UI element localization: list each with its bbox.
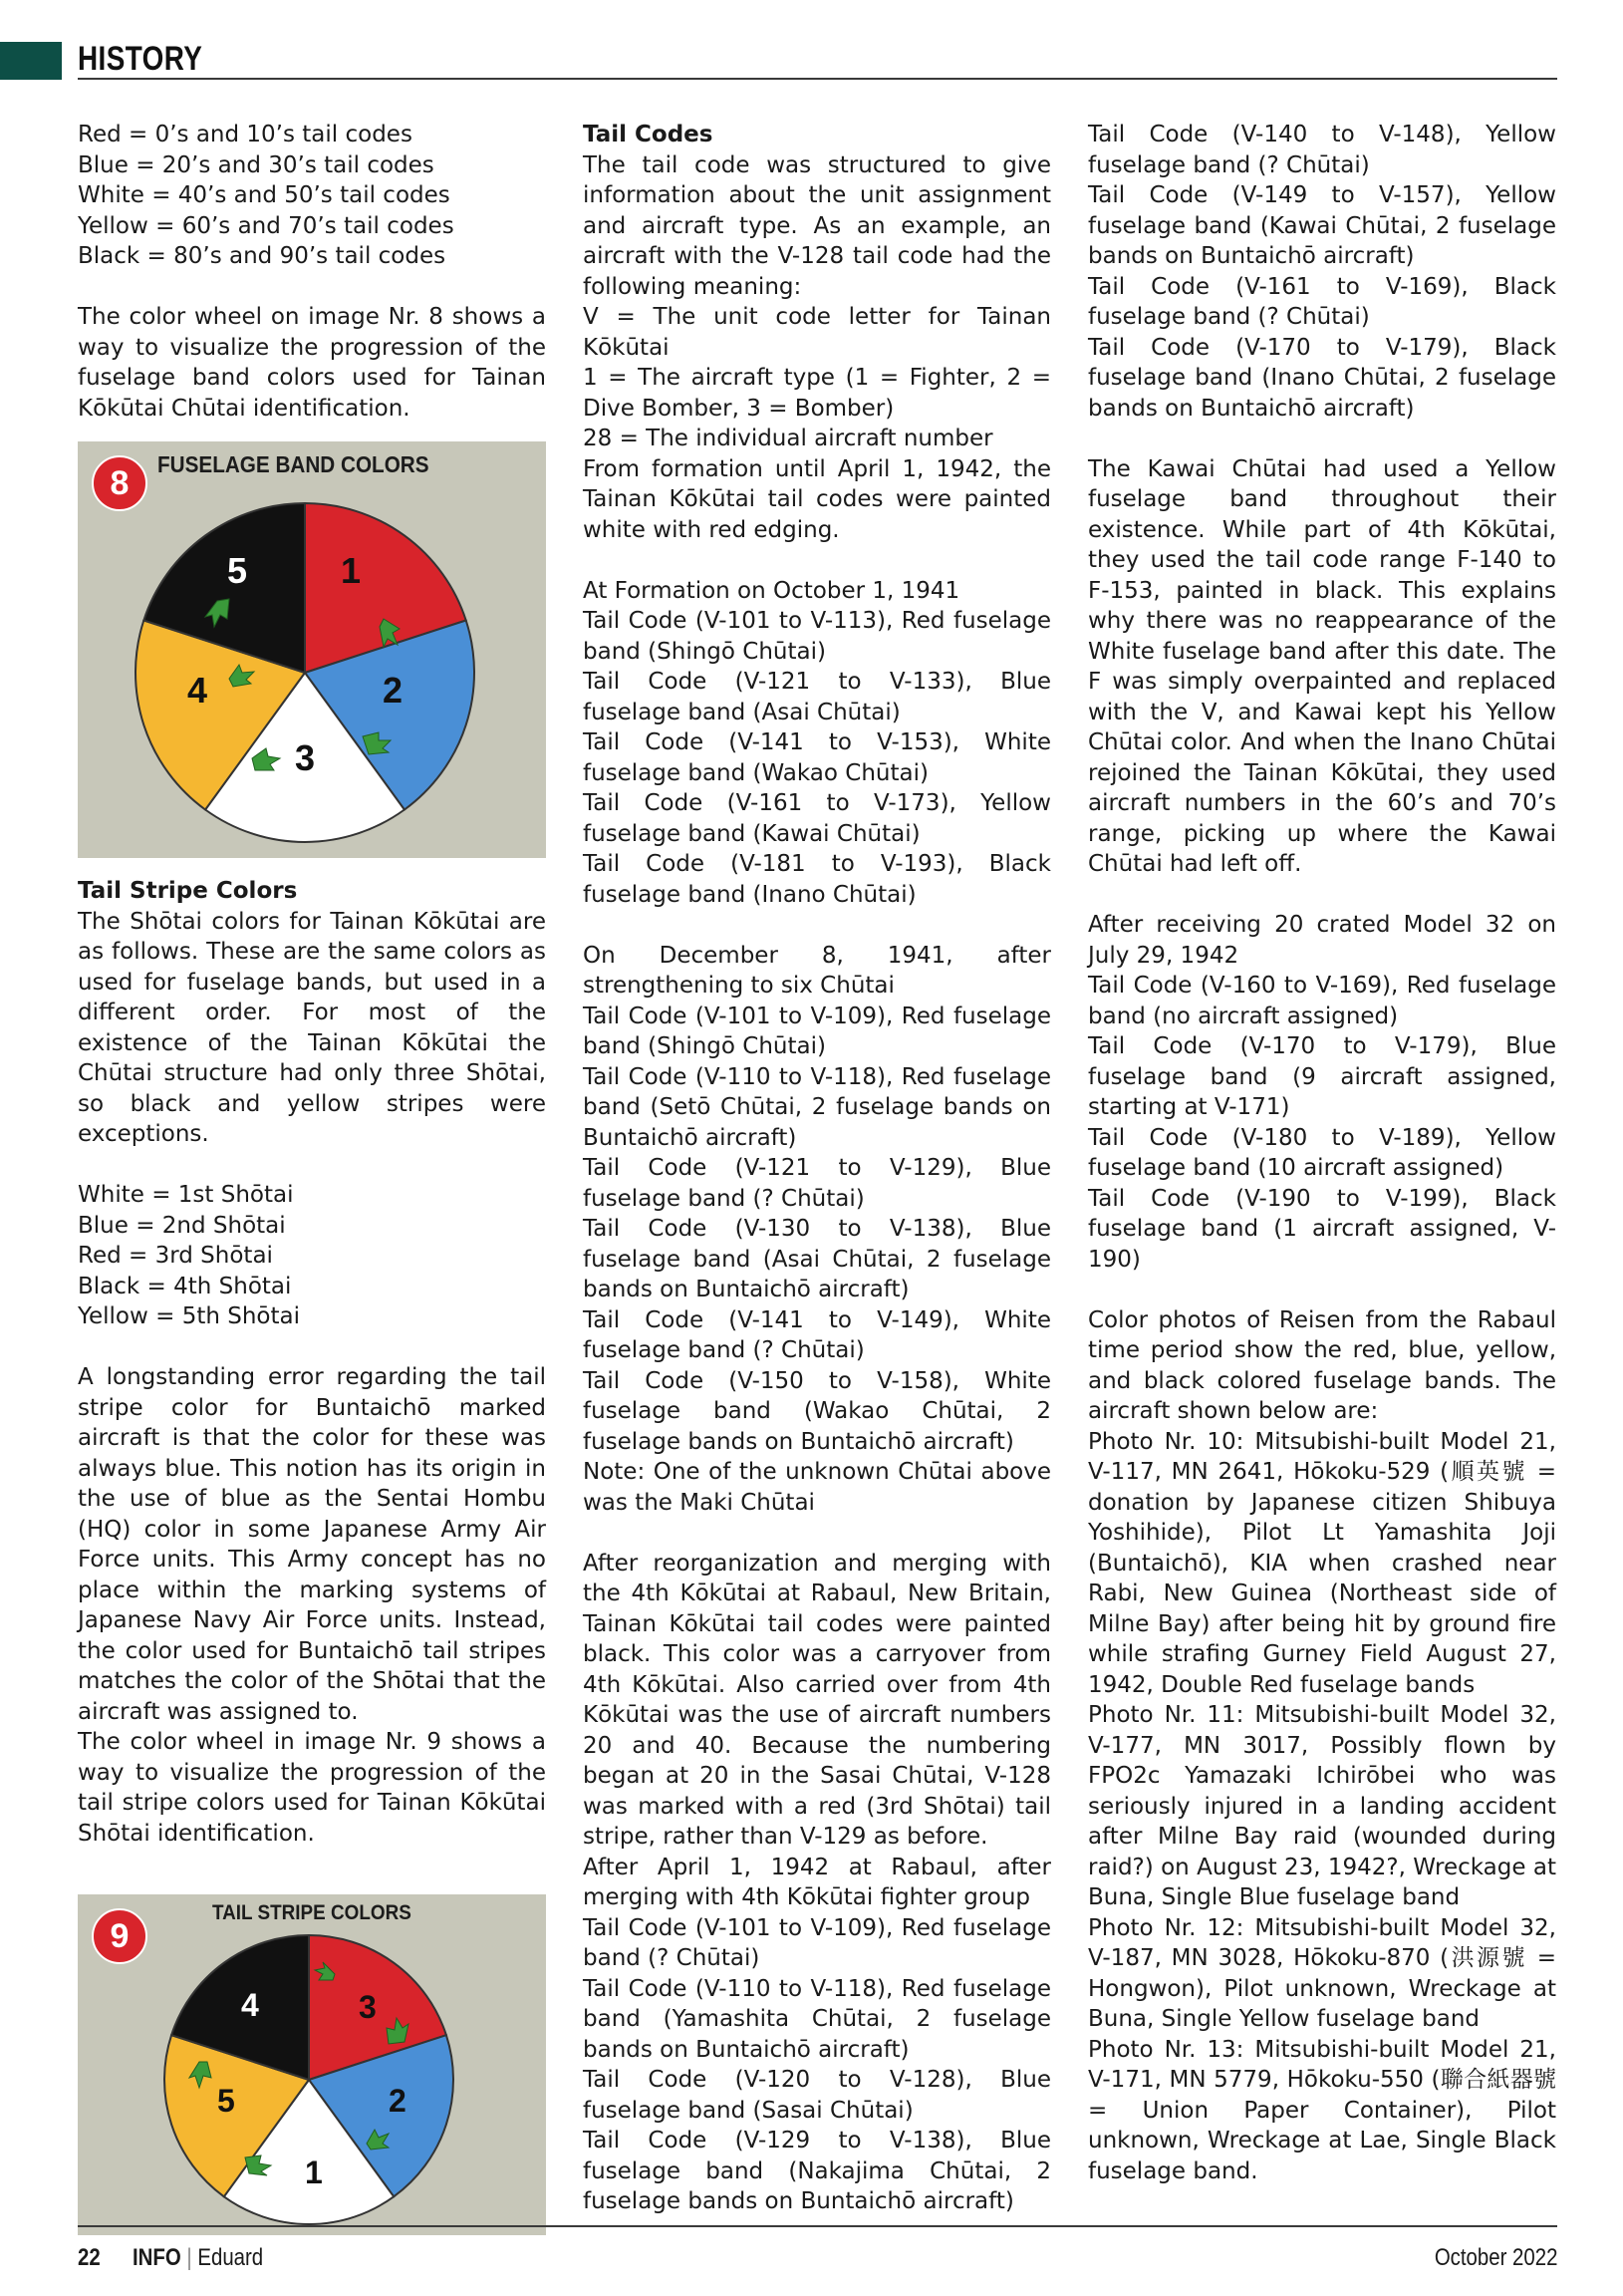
list-item: Tail Code (V-129 to V-138), Blue fuselage band (Nakajima Chūtai, 2 fuselage bands on Buntaichō aircraft)	[583, 2128, 1051, 2214]
figure-number-badge: 9	[92, 1908, 147, 1964]
photo-caption: Photo Nr. 13: Mitsubishi-built Model 21, V-171, MN 5779, Hōkoku-550 (聯合紙器號 = Union Paper Container), Pilot unknown, Wreckage at Lae, Single Black fuselage band.	[1088, 2036, 1556, 2184]
july-heading: After receiving 20 crated Model 32 on July 29, 1942	[1088, 912, 1556, 969]
list-item: Black = 4th Shōtai	[78, 1273, 292, 1299]
magazine-separator: |	[180, 2244, 198, 2271]
segment-label: 3	[295, 737, 316, 778]
segment-label: 5	[217, 2083, 235, 2119]
photo-caption: Photo Nr. 11: Mitsubishi-built Model 32, V-177, MN 3017, Possibly flown by FPO2c Yamazaki Ichirōbei who was seriously injured in a landing accident after Milne Bay raid (wounded during raid?) on August 23, 1942?, Wreckage at Buna, Single Blue fuselage band	[1088, 1702, 1556, 1910]
list-item: Tail Code (V-160 to V-169), Red fuselage band (no aircraft assigned)	[1088, 973, 1556, 1029]
magazine-name-bold: INFO	[133, 2244, 181, 2271]
list-item: Tail Code (V-130 to V-138), Blue fuselage band (Asai Chūtai, 2 fuselage bands on Buntaichō aircraft)	[583, 1216, 1051, 1302]
list-item: Tail Code (V-161 to V-173), Yellow fuselage band (Kawai Chūtai)	[583, 790, 1051, 847]
figure-title: TAIL STRIPE COLORS	[212, 1901, 411, 1924]
list-item: Tail Code (V-101 to V-109), Red fuselage band (Shingō Chūtai)	[583, 1003, 1051, 1059]
segment-label: 4	[241, 1987, 259, 2023]
list-item: Tail Code (V-140 to V-148), Yellow fuselage band (? Chūtai)	[1088, 122, 1556, 178]
color-wheel-diagram	[78, 441, 546, 858]
segment-label: 5	[227, 550, 248, 591]
figure-title: FUSELAGE BAND COLORS	[157, 451, 429, 477]
magazine-name	[133, 2244, 263, 2272]
code-line: V = The unit code letter for Tainan Kōkūtai	[583, 304, 1051, 361]
list-item: Tail Code (V-110 to V-118), Red fuselage band (Yamashita Chūtai, 2 fuselage bands on Buntaichō aircraft)	[583, 1975, 1051, 2063]
list-item: Tail Code (V-150 to V-158), White fuselage band (Wakao Chūtai, 2 fuselage bands on Buntaichō aircraft)	[583, 1367, 1051, 1455]
wheel9-intro-paragraph: The color wheel in image Nr. 9 shows a way to visualize the progression of the tail stripe colors used for Tainan Kōkūtai Shōtai identification.	[78, 1729, 546, 1847]
section-title: HISTORY	[78, 40, 203, 78]
column-2	[583, 120, 1051, 2217]
segment-label: 3	[359, 1989, 377, 2025]
formation-heading: At Formation on October 1, 1941	[583, 577, 960, 604]
december-heading: On December 8, 1941, after strengthening to six Chūtai	[583, 942, 1051, 999]
code-line: 1 = The aircraft type (1 = Fighter, 2 = Dive Bomber, 3 = Bomber)	[583, 365, 1051, 422]
photos-intro-paragraph: Color photos of Reisen from the Rabaul time period show the red, blue, yellow, and black colored fuselage bands. The aircraft shown below are:	[1088, 1306, 1556, 1424]
color-wheel-diagram	[78, 1894, 546, 2235]
segment-label: 2	[383, 670, 404, 711]
list-item: Tail Code (V-161 to V-169), Black fuselage band (? Chūtai)	[1088, 273, 1556, 330]
figure-number-badge: 8	[92, 455, 147, 511]
magazine-name-rest: Eduard	[197, 2244, 264, 2271]
list-item: Tail Code (V-141 to V-149), White fuselage band (? Chūtai)	[583, 1306, 1051, 1363]
list-item: Red = 3rd Shōtai	[78, 1243, 273, 1269]
list-item: White = 40’s and 50’s tail codes	[78, 182, 450, 208]
tail-stripe-heading: Tail Stripe Colors	[78, 878, 298, 904]
list-item: Tail Code (V-101 to V-113), Red fuselage band (Shingō Chūtai)	[583, 608, 1051, 665]
section-accent-bar	[0, 42, 62, 80]
tail-codes-paragraph: The tail code was structured to give information about the unit assignment and aircraft type. As an example, an aircraft with the V-128 tail code had the following meaning:	[583, 151, 1051, 300]
list-item: Tail Code (V-170 to V-179), Blue fuselage band (9 aircraft assigned, starting at V-171)	[1088, 1033, 1556, 1120]
list-item: Tail Code (V-180 to V-189), Yellow fuselage band (10 aircraft assigned)	[1088, 1124, 1556, 1181]
list-item: Tail Code (V-121 to V-133), Blue fuselage band (Asai Chūtai)	[583, 669, 1051, 725]
wheel-intro-paragraph: The color wheel on image Nr. 8 shows a way to visualize the progression of the fuselage band colors used for Tainan Kōkūtai Chūtai identification.	[78, 304, 546, 422]
band-colors-list	[78, 120, 546, 272]
list-item: Blue = 2nd Shōtai	[78, 1212, 286, 1239]
list-item: Tail Code (V-141 to V-153), White fuselage band (Wakao Chūtai)	[583, 729, 1051, 786]
segment-label: 2	[389, 2083, 406, 2119]
list-item: Black = 80’s and 90’s tail codes	[78, 243, 446, 269]
column-3	[1088, 120, 1556, 2186]
list-item: Tail Code (V-110 to V-118), Red fuselage band (Setō Chūtai, 2 fuselage bands on Buntaichō aircraft)	[583, 1063, 1051, 1151]
list-item: Tail Code (V-120 to V-128), Blue fuselage band (Sasai Chūtai)	[583, 2067, 1051, 2124]
page-number: 22	[78, 2244, 101, 2271]
april-heading: After April 1, 1942 at Rabaul, after merging with 4th Kōkūtai fighter group	[583, 1854, 1051, 1910]
tail-stripe-paragraph: The Shōtai colors for Tainan Kōkūtai are as follows. These are the same colors as used for fuselage bands, but used in a different order. For most of the existence of the Tainan Kōkūtai the Chūtai structure had only three Shōtai, so black and yellow stripes were exceptions.	[78, 908, 546, 1147]
code-line: From formation until April 1, 1942, the Tainan Kōkūtai tail codes were painted white with red edging.	[583, 455, 1051, 543]
figure-8-fuselage-band-colors	[78, 441, 546, 858]
list-item: Tail Code (V-170 to V-179), Black fuselage band (Inano Chūtai, 2 fuselage bands on Buntaichō aircraft)	[1088, 334, 1556, 422]
list-item: Tail Code (V-101 to V-109), Red fuselage band (? Chūtai)	[583, 1914, 1051, 1971]
photo-caption: Photo Nr. 10: Mitsubishi-built Model 21, V-117, MN 2641, Hōkoku-529 (順英號 = donation by Japanese citizen Shibuya Yoshihide), Pilot Lt Yamashita Joji (Buntaichō), KIA when crashed near Rabi, New Guinea (Northeast side of Milne Bay) after being hit by ground fire while strafing Gurney Field August 27, 1942, Double Red fuselage bands	[1088, 1428, 1556, 1698]
list-item: Tail Code (V-149 to V-157), Yellow fuselage band (Kawai Chūtai, 2 fuselage bands on Buntaichō aircraft)	[1088, 182, 1556, 269]
list-item: Blue = 20’s and 30’s tail codes	[78, 151, 434, 178]
reorganization-paragraph: After reorganization and merging with the 4th Kōkūtai at Rabaul, New Britain, Tainan Kōkūtai tail codes were painted black. This color was a carryover from 4th Kōkūtai. Also carried over from 4th Kōkūtai was the use of aircraft numbers 20 and 40. Because the numbering began at 20 in the Sasai Chūtai, V-128 was marked with a red (3rd Shōtai) tail stripe, rather than V-129 as before.	[583, 1550, 1051, 1850]
list-item: White = 1st Shōtai	[78, 1182, 294, 1208]
code-line: 28 = The individual aircraft number	[583, 426, 993, 451]
header-rule	[78, 78, 1557, 80]
error-paragraph: A longstanding error regarding the tail stripe color for Buntaichō marked aircraft is that the color for these was always blue. This notion has its origin in the use of blue as the Sentai Hombu (HQ) color in some Japanese Army Air Force units. This Army concept has no place within the marking systems of Japanese Navy Air Force units. Instead, the color used for Buntaichō tail stripes matches the color of the Shōtai that the aircraft was assigned to.	[78, 1364, 546, 1725]
list-item: Yellow = 60’s and 70’s tail codes	[78, 212, 454, 239]
tail-codes-heading: Tail Codes	[583, 122, 713, 147]
column-1	[78, 120, 546, 2275]
list-item: Tail Code (V-190 to V-199), Black fuselage band (1 aircraft assigned, V-190)	[1088, 1185, 1556, 1273]
list-item: Yellow = 5th Shōtai	[78, 1303, 300, 1329]
list-item: Note: One of the unknown Chūtai above was the Maki Chūtai	[583, 1459, 1051, 1516]
list-item: Tail Code (V-181 to V-193), Black fuselage band (Inano Chūtai)	[583, 851, 1051, 908]
photo-caption: Photo Nr. 12: Mitsubishi-built Model 32, V-187, MN 3028, Hōkoku-870 (洪源號 = Hongwon), Pilot unknown, Wreckage at Buna, Single Yellow fuselage band	[1088, 1914, 1556, 2032]
footer-rule	[78, 2225, 1557, 2227]
list-item: Tail Code (V-121 to V-129), Blue fuselage band (? Chūtai)	[583, 1155, 1051, 1212]
segment-label: 1	[305, 2154, 323, 2190]
kawai-paragraph: The Kawai Chūtai had used a Yellow fuselage band throughout their existence. While part of 4th Kōkūtai, they used the tail code range F-140 to F-153, painted in black. This explains why there was no reappearance of the White fuselage band after this date. The F was simply overpainted and replaced with the V, and Kawai kept his Yellow Chūtai color. And when the Inano Chūtai rejoined the Tainan Kōkūtai, they used aircraft numbers in the 60’s and 70’s range, picking up where the Kawai Chūtai had left off.	[1088, 455, 1556, 877]
shotai-colors-list	[78, 1180, 546, 1332]
list-item: Red = 0’s and 10’s tail codes	[78, 122, 412, 147]
issue-date: October 2022	[1434, 2244, 1557, 2271]
figure-9-tail-stripe-colors	[78, 1894, 546, 2235]
segment-label: 4	[187, 670, 208, 711]
segment-label: 1	[341, 550, 362, 591]
